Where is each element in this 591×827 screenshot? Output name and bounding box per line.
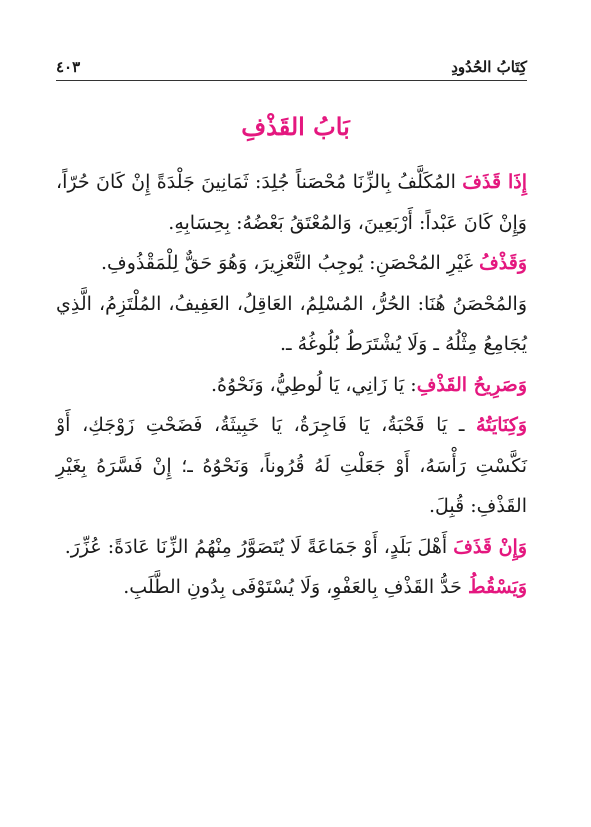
paragraph-text: المُكَلَّفُ بِالزِّنَا مُحْصَناً جُلِدَ: ثَمَانِينَ جَلْدَةً إِنْ كَانَ حُرّاً، وَإِنْ كَانَ عَبْداً: أَرْبَعِينَ، وَالمُعْتَقُ بَعْضُهُ: بِحِسَابِهِ. [56, 171, 527, 234]
paragraph-text: : يَا زَانِي، يَا لُوطِيُّ، وَنَحْوُهُ. [210, 373, 417, 396]
chapter-title: بَابُ القَذْفِ [241, 112, 350, 141]
keyword: وَقَذْفُ [479, 252, 527, 274]
paragraph-explicit-qadhf [56, 365, 527, 406]
paragraph-group-qadhf [56, 527, 527, 568]
keyword: وَكِنَايَتُهُ [476, 414, 527, 436]
page-number: ٤٠٣ [56, 58, 81, 76]
keyword: وَيَسْقُطُ [467, 576, 527, 598]
paragraph-forgiveness [56, 567, 527, 608]
keyword: إِذَا قَذَفَ [462, 171, 527, 193]
paragraph-text: ـ يَا قَحْبَةُ، يَا فَاجِرَةُ، يَا خَبِيثَةُ، فَضَحْتِ زَوْجَكِ، أَوْ نَكَّسْتِ رَأْسَهُ، أَوْ جَعَلْتِ لَهُ قُرُوناً، وَنَحْوُهُ ـ؛ إِنْ فَسَّرَهُ بِغَيْرِ القَذْفِ: قُبِلَ. [56, 414, 527, 517]
keyword: وَصَرِيحُ القَذْفِ [416, 373, 527, 396]
paragraph-implicit-qadhf [56, 405, 527, 527]
paragraph-text: حَدُّ القَذْفِ بِالعَفْوِ، وَلَا يُسْتَوْفَى بِدُونِ الطَّلَبِ. [123, 576, 468, 598]
paragraph-qadhf-definition [56, 162, 527, 243]
chapter-body [56, 162, 527, 608]
paragraph-muhsan-definition [56, 284, 527, 365]
paragraph-text: أَهْلَ بَلَدٍ، أَوْ جَمَاعَةً لَا يُتَصَوَّرُ مِنْهُمُ الزِّنَا عَادَةً: عُزِّرَ. [64, 535, 454, 558]
paragraph-non-muhsan [56, 243, 527, 284]
paragraph-text: غَيْرِ المُحْصَنِ: يُوجِبُ التَّعْزِيرَ، وَهُوَ حَقٌّ لِلْمَقْذُوفِ. [100, 252, 480, 274]
keyword: وَإِنْ قَذَفَ [453, 535, 527, 558]
book-title: كِتَابُ الحُدُودِ [451, 58, 527, 76]
paragraph-text: وَالمُحْصَنُ هُنَا: الحُرُّ، المُسْلِمُ، العَاقِلُ، العَفِيفُ، المُلْتَزِمُ، الَّذِي يُجَامِعُ مِثْلُهُ ـ وَلَا يُشْتَرَطُ بُلُوغُهُ ـ. [56, 292, 527, 355]
running-header [56, 58, 527, 81]
